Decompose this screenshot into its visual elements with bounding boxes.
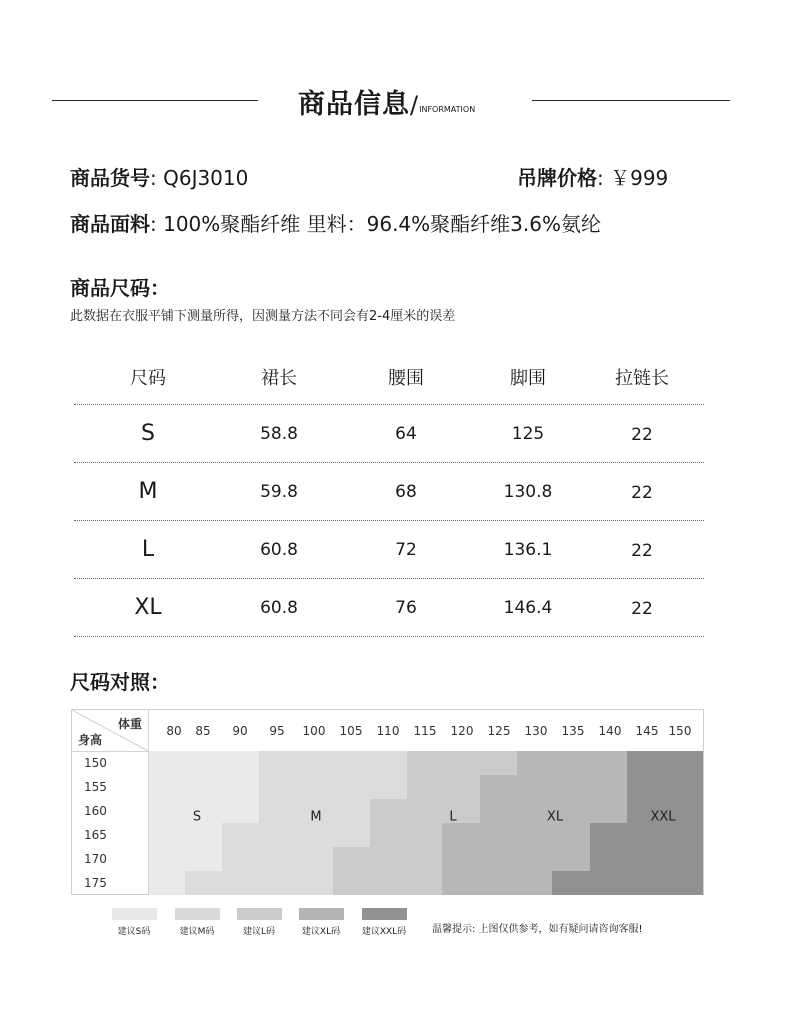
zone-label: L <box>449 809 457 825</box>
size-chart <box>71 709 704 895</box>
corner-weight-label: 体重 <box>117 717 142 731</box>
zone-label: XXL <box>650 809 676 825</box>
cell-waist: 64 <box>395 423 417 444</box>
chart-corner <box>72 710 149 751</box>
page-title-slash: / <box>410 91 420 119</box>
fabric <box>70 208 601 237</box>
weight-label: 120 <box>450 724 474 738</box>
header-left-rule <box>52 100 258 101</box>
page-subtitle: INFORMATION <box>419 105 476 114</box>
item-number <box>70 162 248 191</box>
legend-label: 建议XXL码 <box>361 927 407 937</box>
tag-price <box>517 162 668 191</box>
cell-length: 60.8 <box>260 539 298 560</box>
legend-label: 建议S码 <box>117 927 151 937</box>
header-waist: 腰围 <box>388 368 424 389</box>
item-number-label: 商品货号 <box>70 166 150 190</box>
legend-label: 建议L码 <box>242 927 276 937</box>
height-label: 155 <box>84 780 107 794</box>
tag-price-value: : ￥999 <box>597 166 669 190</box>
weight-label: 105 <box>339 724 363 738</box>
fabric-value: : 100%聚酯纤维 里料：96.4%聚酯纤维3.6%氨纶 <box>150 212 601 236</box>
corner-height-label: 身高 <box>78 733 103 747</box>
weight-label: 145 <box>635 724 659 738</box>
weight-label: 125 <box>487 724 511 738</box>
size-zone-s <box>149 871 185 895</box>
legend-label: 建议XL码 <box>301 927 341 937</box>
cell-zipper: 22 <box>631 540 653 561</box>
legend-swatch <box>237 908 282 920</box>
cell-length: 58.8 <box>260 423 298 444</box>
table-row <box>74 579 704 637</box>
header-length: 裙长 <box>261 368 297 389</box>
header-right-rule <box>532 100 730 101</box>
page-title-text: 商品信息 <box>298 89 410 120</box>
zone-label: S <box>192 809 202 825</box>
cell-size: M <box>138 479 158 504</box>
height-label: 165 <box>84 828 107 842</box>
weight-label: 135 <box>561 724 585 738</box>
size-chart-title: 尺码对照： <box>70 670 170 694</box>
size-table <box>74 350 704 637</box>
weight-label: 115 <box>413 724 437 738</box>
height-label: 150 <box>84 756 107 770</box>
zone-label: M <box>310 809 322 825</box>
cell-hem: 125 <box>511 423 545 444</box>
cell-size: L <box>141 537 155 562</box>
weight-label: 100 <box>302 724 326 738</box>
weight-label: 110 <box>376 724 400 738</box>
weight-label: 130 <box>524 724 548 738</box>
cell-zipper: 22 <box>631 598 653 619</box>
cell-hem: 146.4 <box>503 597 553 618</box>
legend-swatch <box>362 908 407 920</box>
table-row <box>74 521 704 579</box>
size-zone-s <box>149 751 259 823</box>
fabric-label: 商品面料 <box>70 212 150 236</box>
item-number-value: : Q6J3010 <box>150 166 249 190</box>
tip-text: 温馨提示: 上图仅供参考，如有疑问请咨询客服! <box>432 924 643 935</box>
header-hem: 脚围 <box>510 368 546 389</box>
weight-label: 140 <box>598 724 622 738</box>
header-size: 尺码 <box>130 368 166 389</box>
cell-length: 59.8 <box>260 481 298 502</box>
cell-waist: 68 <box>395 481 417 502</box>
cell-size: XL <box>134 595 162 620</box>
cell-hem: 130.8 <box>503 481 553 502</box>
weight-label: 90 <box>232 724 248 738</box>
height-label: 175 <box>84 876 107 890</box>
cell-hem: 136.1 <box>503 539 553 560</box>
cell-zipper: 22 <box>631 424 653 445</box>
weight-label: 85 <box>195 724 211 738</box>
size-section-title: 商品尺码： <box>70 276 170 300</box>
size-zone-xxl <box>590 823 627 871</box>
size-zone-s <box>149 823 222 871</box>
page-title <box>298 82 475 121</box>
cell-zipper: 22 <box>631 482 653 503</box>
height-label: 170 <box>84 852 107 866</box>
zone-label: XL <box>546 809 564 825</box>
cell-size: S <box>141 421 155 446</box>
tag-price-label: 吊牌价格 <box>517 166 597 190</box>
height-label: 160 <box>84 804 107 818</box>
weight-label: 80 <box>166 724 182 738</box>
size-table-header-row <box>74 350 704 405</box>
legend-label: 建议M码 <box>179 927 215 937</box>
weight-label: 95 <box>269 724 285 738</box>
size-zone-xl <box>517 751 627 775</box>
cell-length: 60.8 <box>260 597 298 618</box>
legend-swatch <box>299 908 344 920</box>
height-column <box>72 751 149 894</box>
header-zipper: 拉链长 <box>615 368 669 389</box>
measurement-note: 此数据在衣服平铺下测量所得，因测量方法不同会有2-4厘米的误差 <box>70 309 456 324</box>
size-zone-xl <box>442 871 552 895</box>
legend-swatch <box>112 908 157 920</box>
weight-label: 150 <box>668 724 692 738</box>
table-row <box>74 405 704 463</box>
weight-header-row <box>72 710 703 752</box>
size-zone-xxl <box>552 871 627 895</box>
size-zone-m <box>185 871 333 895</box>
table-row <box>74 463 704 521</box>
legend-swatch <box>175 908 220 920</box>
cell-waist: 76 <box>395 597 417 618</box>
cell-waist: 72 <box>395 539 417 560</box>
